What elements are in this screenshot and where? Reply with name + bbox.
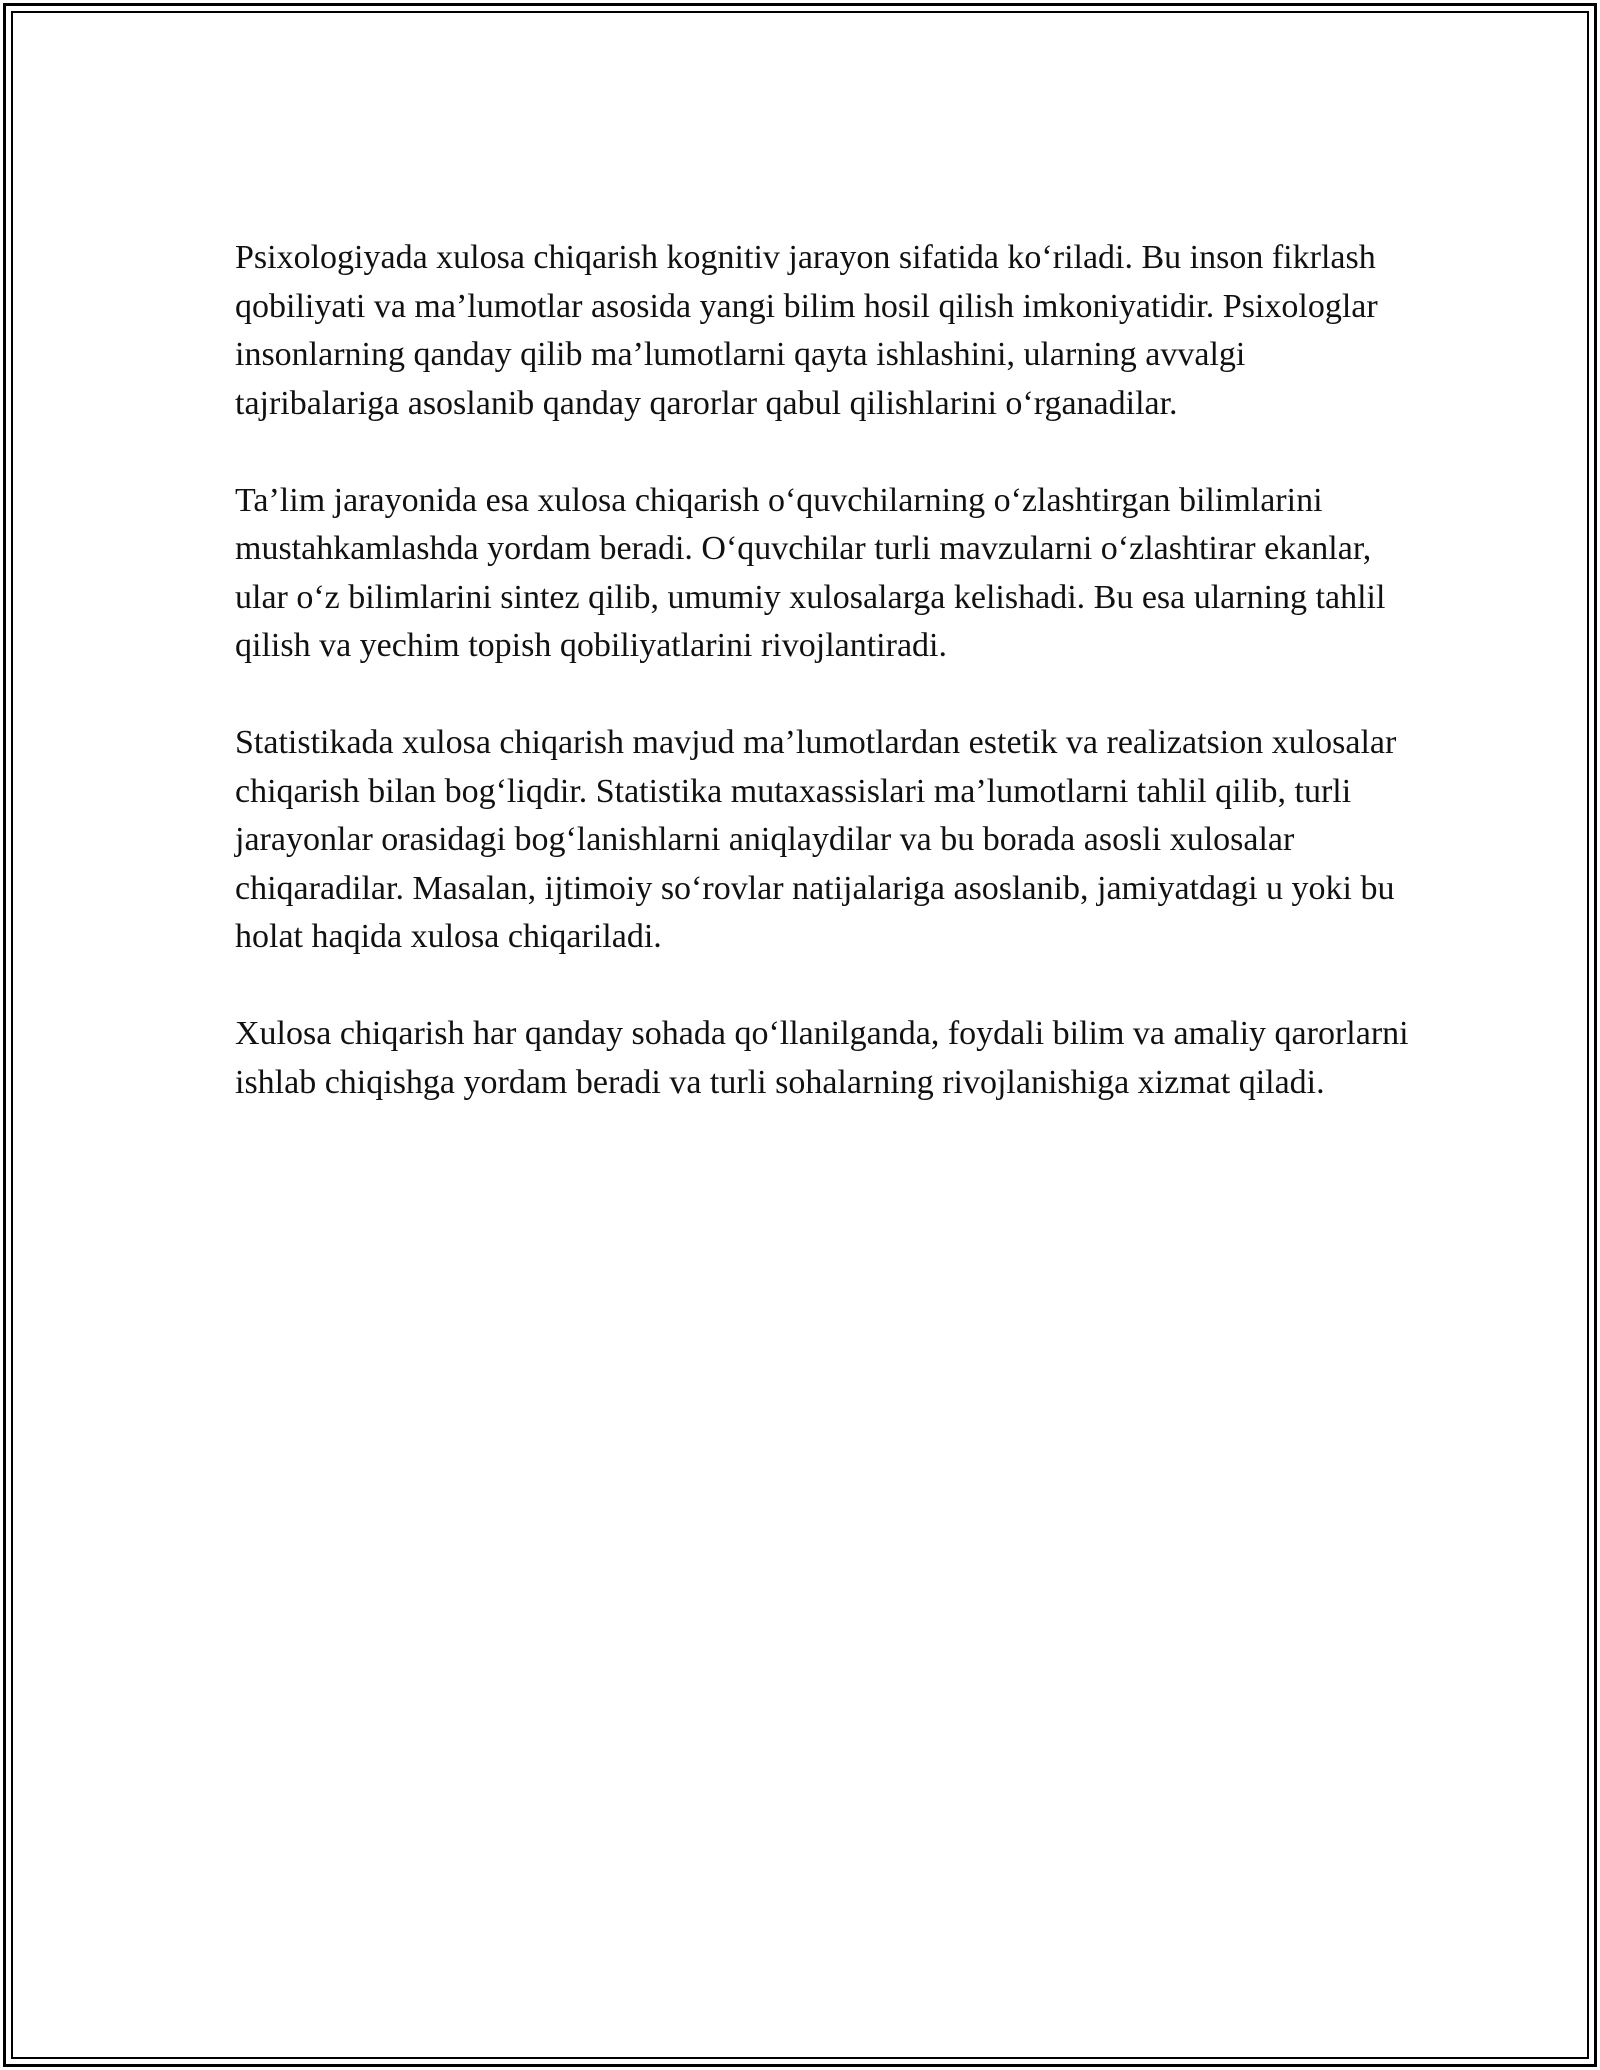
paragraph-conclusion: Xulosa chiqarish har qanday sohada qo‘llanilganda, foydali bilim va amaliy qarorlarni ishlab chiqishga yordam beradi va turli sohalarning rivojlanishiga xizmat qiladi.: [235, 1015, 1409, 1101]
paragraph-education: Ta’lim jarayonida esa xulosa chiqarish o‘quvchilarning o‘zlashtirgan bilimlarini mustahkamlashda yordam beradi. O‘quvchilar turli mavzularni o‘zlashtirar ekanlar, ular o‘z bilimlarini sintez qilib, umumiy xulosalarga kelishadi. Bu esa ularning tahlil qilish va yechim topish qobiliyatlarini rivojlantiradi.: [235, 481, 1386, 664]
document-body: [235, 234, 1415, 1107]
paragraph-psychology: Psixologiyada xulosa chiqarish kognitiv jarayon sifatida ko‘riladi. Bu inson fikrlash qobiliyati va ma’lumotlar asosida yangi bilim hosil qilish imkoniyatidir. Psixologlar insonlarning qanday qilib ma’lumotlarni qayta ishlashini, ularning avvalgi tajribalariga asoslanib qanday qarorlar qabul qilishlarini o‘rganadilar.: [235, 239, 1378, 422]
paragraph-statistics: Statistikada xulosa chiqarish mavjud ma’lumotlardan estetik va realizatsion xulosalar chiqarish bilan bog‘liqdir. Statistika mutaxassislari ma’lumotlarni tahlil qilib, turli jarayonlar orasidagi bog‘lanishlarni aniqlaydilar va bu borada asosli xulosalar chiqaradilar. Masalan, ijtimoiy so‘rovlar natijalariga asoslanib, jamiyatdagi u yoki bu holat haqida xulosa chiqariladi.: [235, 724, 1397, 955]
